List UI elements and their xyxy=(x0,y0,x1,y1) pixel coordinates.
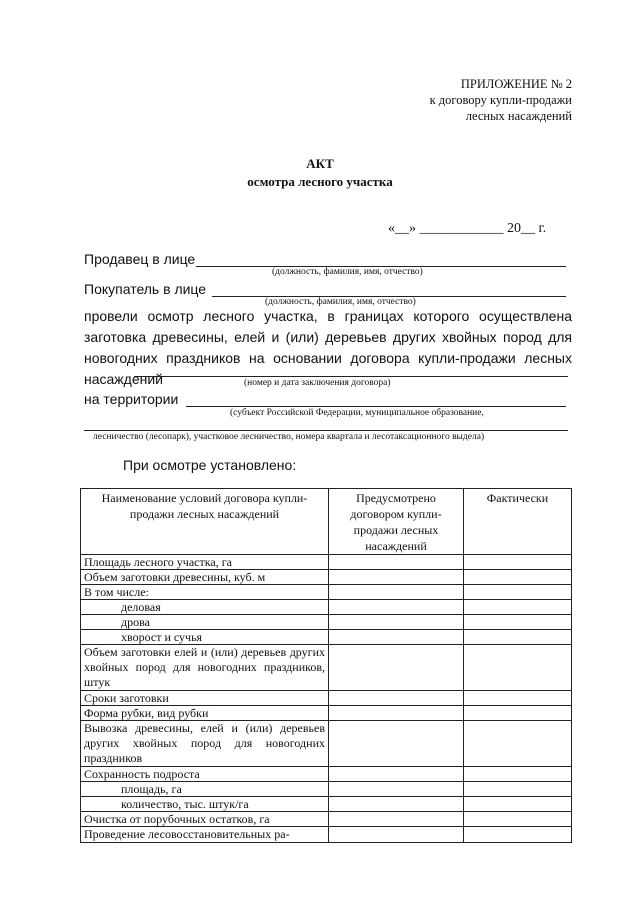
planned-cell[interactable] xyxy=(329,797,464,812)
table-row xyxy=(81,827,572,843)
contract-hint: (номер и дата заключения договора) xyxy=(244,378,391,388)
territory-line xyxy=(186,406,566,407)
planned-cell[interactable] xyxy=(329,812,464,827)
planned-cell[interactable] xyxy=(329,630,464,645)
buyer-hint: (должность, фамилия, имя, отчество) xyxy=(265,297,416,307)
header-planned: Предусмотрено договором купли-продажи лесных насаждений xyxy=(329,489,464,555)
actual-cell[interactable] xyxy=(464,782,572,797)
row-label: Объем заготовки древесины, куб. м xyxy=(81,570,329,585)
appendix-block xyxy=(430,76,572,124)
title-main: АКТ xyxy=(306,156,334,171)
actual-cell[interactable] xyxy=(464,630,572,645)
row-label: Вывозка древесины, елей и (или) деревьев других хвойных пород для новогодних праздников xyxy=(81,721,329,767)
row-label: деловая xyxy=(81,600,329,615)
actual-cell[interactable] xyxy=(464,767,572,782)
planned-cell[interactable] xyxy=(329,721,464,767)
inspection-table xyxy=(80,488,572,843)
actual-cell[interactable] xyxy=(464,570,572,585)
planned-cell[interactable] xyxy=(329,600,464,615)
header-actual: Фактически xyxy=(464,489,572,555)
seller-hint: (должность, фамилия, имя, отчество) xyxy=(272,267,423,277)
actual-cell[interactable] xyxy=(464,691,572,706)
appendix-contract-subject: лесных насаждений xyxy=(465,109,572,123)
territory-hint-1: (субъект Российской Федерации, муниципальное образование, xyxy=(230,408,484,418)
table-row xyxy=(81,782,572,797)
row-label: Сохранность подроста xyxy=(81,767,329,782)
planned-cell[interactable] xyxy=(329,691,464,706)
established-heading: При осмотре установлено: xyxy=(123,457,297,473)
row-label: площадь, га xyxy=(81,782,329,797)
table-row xyxy=(81,570,572,585)
table-row xyxy=(81,555,572,570)
table-header-row xyxy=(81,489,572,555)
planned-cell[interactable] xyxy=(329,645,464,691)
actual-cell[interactable] xyxy=(464,721,572,767)
row-label: Проведение лесовосстановительных ра- xyxy=(81,827,329,843)
actual-cell[interactable] xyxy=(464,600,572,615)
planned-cell[interactable] xyxy=(329,615,464,630)
planned-cell[interactable] xyxy=(329,782,464,797)
document-title xyxy=(0,155,640,191)
row-label: Площадь лесного участка, га xyxy=(81,555,329,570)
actual-cell[interactable] xyxy=(464,555,572,570)
row-label: В том числе: xyxy=(81,585,329,600)
actual-cell[interactable] xyxy=(464,797,572,812)
buyer-label: Покупатель в лице xyxy=(84,281,207,297)
actual-cell[interactable] xyxy=(464,706,572,721)
table-row xyxy=(81,585,572,600)
actual-cell[interactable] xyxy=(464,585,572,600)
table-row xyxy=(81,767,572,782)
row-label: Очистка от порубочных остатков, га xyxy=(81,812,329,827)
row-label: хворост и сучья xyxy=(81,630,329,645)
table-row xyxy=(81,797,572,812)
row-label: Объем заготовки елей и (или) деревьев других хвойных пород для новогодних праздников, штук xyxy=(81,645,329,691)
table-row xyxy=(81,630,572,645)
table-row xyxy=(81,645,572,691)
planned-cell[interactable] xyxy=(329,570,464,585)
actual-cell[interactable] xyxy=(464,812,572,827)
table-row xyxy=(81,812,572,827)
actual-cell[interactable] xyxy=(464,615,572,630)
table-row xyxy=(81,691,572,706)
title-sub: осмотра лесного участка xyxy=(247,174,393,189)
planned-cell[interactable] xyxy=(329,706,464,721)
planned-cell[interactable] xyxy=(329,555,464,570)
header-conditions: Наименование условий договора купли-продажи лесных насаждений xyxy=(81,489,329,555)
seller-label: Продавец в лице xyxy=(84,251,196,267)
row-label: Форма рубки, вид рубки xyxy=(81,706,329,721)
body-paragraph: провели осмотр лесного участка, в границах которого осуществлена заготовка древесины, елей и (или) деревьев других хвойных пород для новогодних праздников на основании договора купли-продажи лесных насаждений xyxy=(84,308,572,387)
table-row xyxy=(81,721,572,767)
actual-cell[interactable] xyxy=(464,827,572,843)
territory-line-2 xyxy=(84,430,568,431)
table-row xyxy=(81,600,572,615)
appendix-number: ПРИЛОЖЕНИЕ № 2 xyxy=(460,77,572,91)
territory-hint-2: лесничество (лесопарк), участковое лесничество, номера квартала и лесотаксационного выдела) xyxy=(93,432,485,442)
table-row xyxy=(81,706,572,721)
row-label: количество, тыс. штук/га xyxy=(81,797,329,812)
planned-cell[interactable] xyxy=(329,827,464,843)
date-line: «__» ____________ 20__ г. xyxy=(388,221,547,236)
planned-cell[interactable] xyxy=(329,585,464,600)
planned-cell[interactable] xyxy=(329,767,464,782)
appendix-contract-ref: к договору купли-продажи xyxy=(429,93,572,107)
table-row xyxy=(81,615,572,630)
contract-line xyxy=(134,376,568,377)
territory-label: на территории xyxy=(84,391,179,407)
row-label: Сроки заготовки xyxy=(81,691,329,706)
row-label: дрова xyxy=(81,615,329,630)
actual-cell[interactable] xyxy=(464,645,572,691)
